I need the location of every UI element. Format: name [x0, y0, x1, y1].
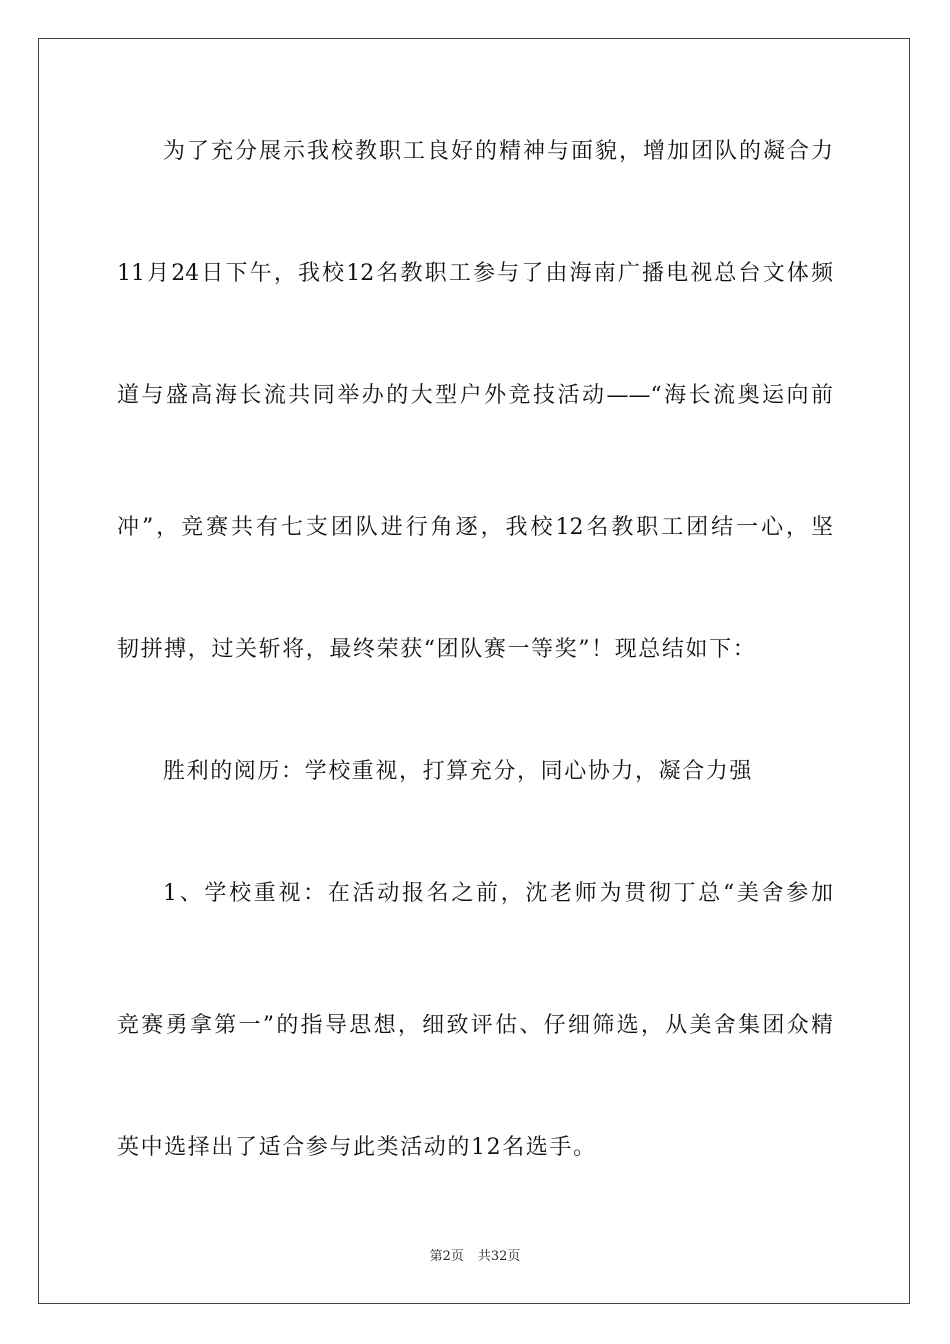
page-border [38, 38, 910, 1304]
paragraph-line-4: 冲”，竞赛共有七支团队进行角逐，我校12名教职工团结一心，坚 [117, 515, 833, 540]
paragraph-line-9: 英中选择出了适合参与此类活动的12名选手。 [117, 1135, 597, 1160]
page-total: 共32页 [477, 1249, 521, 1264]
paragraph-line-7: 1、学校重视：在活动报名之前，沈老师为贯彻丁总“美舍参加 [163, 881, 833, 906]
paragraph-line-8: 竞赛勇拿第一”的指导思想，细致评估、仔细筛选，从美舍集团众精 [117, 1013, 833, 1038]
page-footer [0, 1248, 950, 1266]
paragraph-line-2: 11月24日下午，我校12名教职工参与了由海南广播电视总台文体频 [117, 261, 833, 286]
paragraph-line-3: 道与盛高海长流共同举办的大型户外竞技活动——“海长流奥运向前 [117, 383, 833, 408]
page-number: 第2页 [429, 1249, 464, 1264]
section-heading: 胜利的阅历：学校重视，打算充分，同心协力，凝合力强 [163, 759, 754, 784]
paragraph-line-5: 韧拼搏，过关斩将，最终荣获“团队赛一等奖”！现总结如下： [117, 637, 757, 662]
paragraph-line-1: 为了充分展示我校教职工良好的精神与面貌，增加团队的凝合力 [163, 139, 833, 164]
